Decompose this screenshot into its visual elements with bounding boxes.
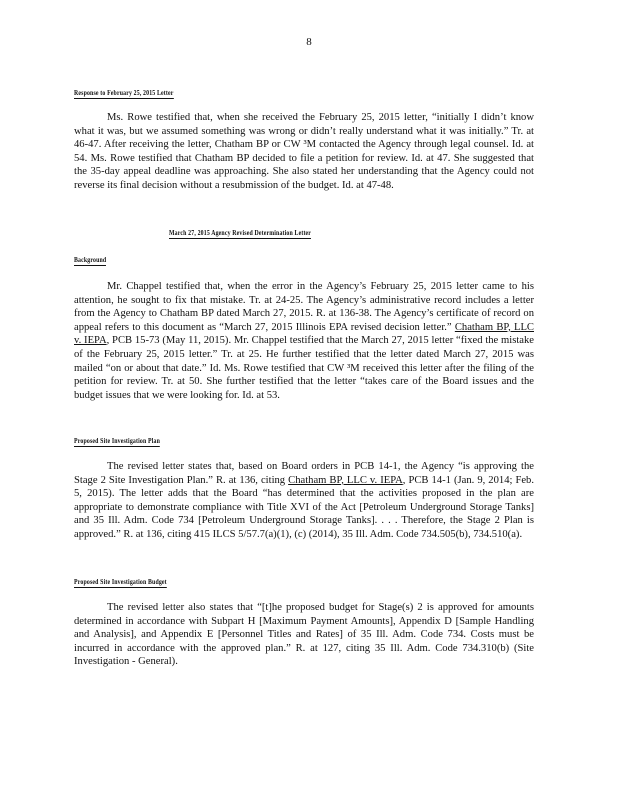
- text-segment: The revised letter states that, based on Board orders in PCB 14-1, the Agency “is approving the Stage 2 Site Investigation Plan.” R. at 136, citing: [74, 461, 534, 486]
- heading-march-letter: March 27, 2015 Agency Revised Determination Letter: [169, 228, 312, 237]
- paragraph-response: Ms. Rowe testified that, when she received the February 25, 2015 letter, “initially I didn’t know what it was, but we assumed something was wrong or didn’t really understand what it was initially.” Tr. at 46-47. After receiving the letter, Chatham BP or CW ³M contacted the Agency through legal counsel. Id. at 54. Ms. Rowe testified that Chatham BP decided to file a petition for review. Id. at 47. She suggested that the 35-day appeal deadline was approaching. She also stated her understanding that the Agency could not reverse its final decision without a resubmission of the budget. Id. at 47-48.: [74, 112, 534, 191]
- text-segment: , PCB 15-73 (May 11, 2015). Mr. Chappel testified that the March 27, 2015 letter “fixed the mistake of the February 25, 2015 letter.” Tr. at 25. He further testified that the letter dated March 27, 2015 was mailed “on or about that date.” Id. Ms. Rowe testified that CW ³M received this letter after the filing of the petition for review. Tr. at 50. She further testified that the letter “takes care of the Board issues and the budget issues that we were looking for. Id. at 53.: [74, 335, 534, 401]
- text-segment: Mr. Chappel testified that, when the error in the Agency’s February 25, 2015 letter came to his attention, he sought to fix that mistake. Tr. at 24-25. The Agency’s administrative record includes a letter from the Agency to Chatham BP dated March 27, 2015. R. at 136-38. The Agency’s certificate of record on appeal refers to this document as “March 27, 2015 Illinois EPA revised decision letter.”: [74, 281, 534, 333]
- case-citation: Chatham BP, LLC v. IEPA: [74, 321, 534, 347]
- heading-plan: Proposed Site Investigation Plan: [74, 436, 160, 445]
- text-segment: , PCB 14-1 (Jan. 9, 2014; Feb. 5, 2015). The letter adds that the Board “has determined that the activities proposed in the plan are appropriate to demonstrate compliance with Title XVI of the Act [Petroleum Underground Storage Tanks] and 35 Ill. Adm. Code 734 [Petroleum Underground Storage Tanks]. . . . Therefore, the Stage 2 Plan is approved.” R. at 136, citing 415 ILCS 5/57.7(a)(1), (c) (2014), 35 Ill. Adm. Code 734.505(b), 734.510(a).: [74, 474, 535, 540]
- paragraph-background: [74, 280, 534, 402]
- case-citation: Chatham BP, LLC v. IEPA: [288, 474, 403, 486]
- paragraph-budget: The revised letter also states that “[t]he proposed budget for Stage(s) 2 is approved for amounts determined in accordance with Subpart H [Maximum Payment Amounts], Appendix D [Sample Handling and Analysis], and Appendix E [Personnel Titles and Rates] of 35 Ill. Adm. Code 734. Costs must be incurred in accordance with the approved plan.” R. at 127, citing 35 Ill. Adm. Code 734.310(b) (Site Investigation - General).: [74, 602, 534, 668]
- heading-budget: Proposed Site Investigation Budget: [74, 577, 167, 586]
- heading-response: Response to February 25, 2015 Letter: [74, 88, 174, 97]
- heading-background: Background: [74, 255, 107, 264]
- page-number: 8: [306, 36, 312, 48]
- paragraph-plan: [74, 460, 534, 542]
